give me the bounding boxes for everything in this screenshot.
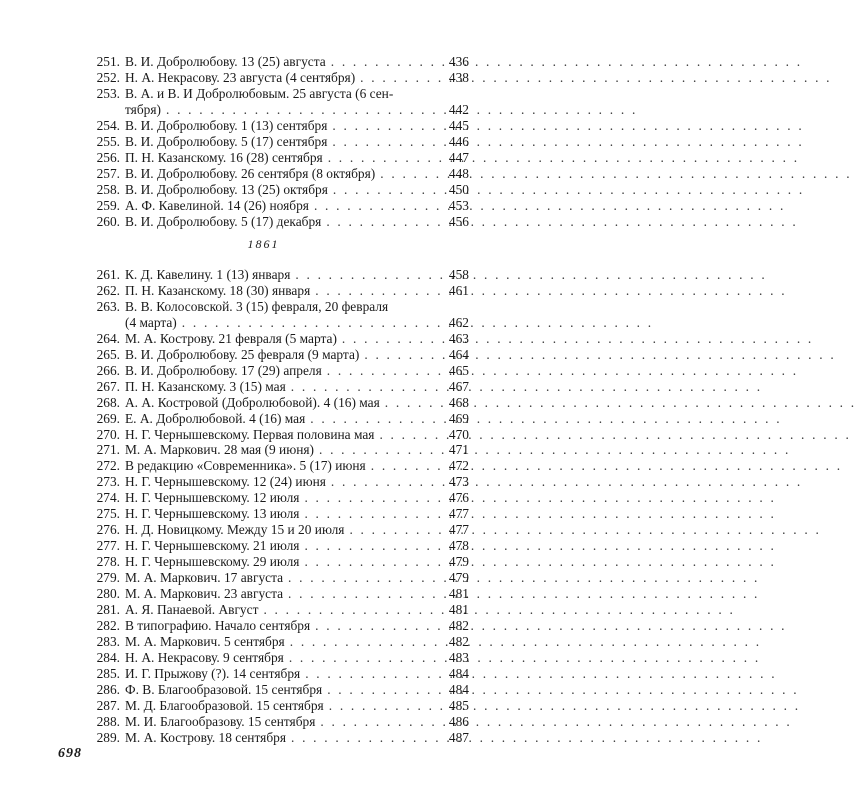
entry-number: 276.: [96, 522, 120, 538]
toc-entry: [88, 634, 469, 650]
toc-entry-line: [88, 379, 469, 395]
entry-title-continuation: тября): [125, 101, 161, 117]
entry-number: 274.: [96, 490, 120, 506]
entry-number: 270.: [96, 426, 120, 442]
entry-title: Н. Д. Новицкому. Между 15 и 20 июля: [125, 522, 345, 538]
dot-leader: [323, 150, 439, 166]
toc-entry: [88, 682, 469, 698]
toc-entry-line: [88, 395, 469, 411]
toc-entry-line: [88, 666, 469, 682]
entry-title: П. Н. Казанскому. 16 (28) сентября: [125, 149, 323, 165]
dot-leader: [327, 118, 439, 134]
toc-entry: [88, 214, 469, 230]
entry-page: 463: [448, 330, 469, 346]
toc-entry-line: [88, 506, 469, 522]
dot-leader: [328, 182, 439, 198]
dot-leader: [258, 602, 439, 618]
toc-entry: [88, 618, 469, 634]
toc-entry-line: [88, 650, 469, 666]
toc-entry-line: [88, 411, 469, 427]
toc-entry-line: [88, 70, 469, 86]
toc-entry-line: [88, 586, 469, 602]
entry-title: Н. А. Некрасову. 23 августа (4 сентября): [125, 69, 356, 85]
dot-leader: [300, 666, 439, 682]
dot-leader: [327, 134, 439, 150]
entry-page: 481: [448, 602, 469, 618]
toc-entry: [88, 198, 469, 214]
entry-number: 260.: [96, 213, 120, 229]
entry-page: 484: [448, 681, 469, 697]
entry-title: В. И. Добролюбову. 5 (17) декабря: [125, 213, 322, 229]
dot-leader: [355, 70, 439, 86]
toc-entry: [88, 182, 469, 198]
toc-entry-line: [88, 86, 469, 102]
toc-entry-line: [88, 267, 469, 283]
entry-page: 470: [448, 426, 469, 442]
entry-page: 464: [448, 346, 469, 362]
entry-number: 259.: [96, 197, 120, 213]
toc-entry: [88, 54, 469, 70]
toc-entry-line: [88, 522, 469, 538]
entry-page: 465: [448, 362, 469, 378]
entry-number: 289.: [96, 729, 120, 745]
entry-page: 456: [448, 213, 469, 229]
entry-number: 275.: [96, 506, 120, 522]
entry-title: В типографию. Начало сентября: [125, 617, 311, 633]
entry-number: 284.: [96, 649, 120, 665]
dot-leader: [283, 586, 439, 602]
entry-number: 272.: [96, 458, 120, 474]
toc-entry-line: [88, 363, 469, 379]
toc-entry-line: [88, 602, 469, 618]
entry-number: 283.: [96, 633, 120, 649]
entry-page: 476: [448, 490, 469, 506]
entry-number: 251.: [96, 54, 120, 69]
entry-page: 462: [448, 314, 469, 330]
toc-entry-line: [88, 331, 469, 347]
toc-entry: [88, 698, 469, 714]
toc-entry-line: [88, 54, 469, 70]
dot-leader: [290, 267, 439, 283]
entry-page: 472: [448, 458, 469, 474]
toc-entry: [88, 395, 469, 411]
entry-title: Н. Г. Чернышевскому. 21 июля: [125, 538, 300, 554]
dot-leader: [299, 506, 439, 522]
toc-entry-line: [88, 166, 469, 182]
entry-title: В. И. Добролюбову. 25 февраля (9 марта): [125, 346, 360, 362]
entry-title: Ф. В. Благообразовой. 15 сентября: [125, 681, 323, 697]
entry-number: 282.: [96, 617, 120, 633]
entry-title: В. И. Добролюбову. 26 сентября (8 октября): [125, 165, 376, 181]
entry-number: 287.: [96, 697, 120, 713]
entry-title: В редакцию «Современника». 5 (17) июня: [125, 458, 366, 474]
dot-leader: [344, 522, 439, 538]
entry-title: П. Н. Казанскому. 18 (30) января: [125, 282, 311, 298]
entry-title: В. А. и В. И Добролюбовым. 25 августа (6 сен-: [125, 85, 394, 101]
toc-entry: [88, 331, 469, 347]
dot-leader: [299, 490, 439, 506]
entry-page: 442: [448, 101, 469, 117]
entry-title: В. И. Добролюбову. 1 (13) сентября: [125, 117, 328, 133]
toc-entry: [88, 538, 469, 554]
toc-entry-line: [88, 182, 469, 198]
entry-title: К. Д. Кавелину. 1 (13) января: [125, 267, 291, 282]
entry-title: Е. А. Добролюбовой. 4 (16) мая: [125, 410, 306, 426]
entry-title: М. А. Кострову. 18 сентября: [125, 729, 286, 745]
toc-entry-line: [88, 118, 469, 134]
entry-number: 266.: [96, 362, 120, 378]
entry-number: 263.: [96, 298, 120, 314]
entry-number: 254.: [96, 117, 120, 133]
dot-leader: [314, 442, 439, 458]
dot-leader: [326, 54, 439, 70]
dot-leader: [161, 102, 439, 118]
entry-page: 450: [448, 181, 469, 197]
entry-number: 267.: [96, 378, 120, 394]
entry-number: 271.: [96, 442, 120, 458]
toc-entry: [88, 86, 469, 118]
dot-leader: [322, 682, 439, 698]
toc-entry: [88, 411, 469, 427]
entry-title: И. Г. Прыжову (?). 14 сентября: [125, 665, 301, 681]
toc-entry: [88, 490, 469, 506]
entry-page: 485: [448, 697, 469, 713]
dot-leader: [375, 166, 439, 182]
entry-page: 468: [448, 394, 469, 410]
entry-number: 268.: [96, 394, 120, 410]
entry-title: В. В. Колосовской. 3 (15) февраля, 20 февраля: [125, 298, 389, 314]
toc-entry-line: [88, 198, 469, 214]
toc-entry: [88, 522, 469, 538]
toc-entry-line: [88, 714, 469, 730]
entry-title: М. А. Кострову. 21 февраля (5 марта): [125, 330, 337, 346]
dot-leader: [374, 427, 439, 443]
dot-leader: [286, 379, 439, 395]
dot-leader: [321, 214, 439, 230]
dot-leader: [337, 331, 439, 347]
dot-leader: [299, 554, 439, 570]
toc-entry: [88, 730, 469, 746]
dot-leader: [310, 618, 439, 634]
entry-number: 253.: [96, 85, 120, 101]
entry-title: М. А. Маркович. 17 августа: [125, 570, 284, 586]
entry-title: М. И. Благообразову. 15 сентября: [125, 713, 316, 729]
entry-number: 273.: [96, 474, 120, 490]
entry-page: 478: [448, 538, 469, 554]
entry-title: Н. А. Некрасову. 9 сентября: [125, 649, 284, 665]
entry-number: 280.: [96, 586, 120, 602]
dot-leader: [322, 363, 439, 379]
entry-page: 479: [448, 554, 469, 570]
dot-leader: [285, 634, 439, 650]
entry-page: 487: [448, 729, 469, 745]
toc-entry: [88, 299, 469, 331]
entry-page: 436: [448, 54, 469, 69]
entry-page: 483: [448, 649, 469, 665]
dot-leader: [286, 730, 439, 746]
entry-page: 448: [448, 165, 469, 181]
entry-title: А. Ф. Кавелиной. 14 (26) ноября: [125, 197, 309, 213]
toc-entry: [88, 666, 469, 682]
toc-entry-line: [88, 150, 469, 166]
entry-number: 286.: [96, 681, 120, 697]
toc-entry-line: [88, 283, 469, 299]
toc-entry-line: [88, 570, 469, 586]
toc-entry-continuation: [88, 102, 469, 118]
entry-page: 484: [448, 665, 469, 681]
toc-entry-line: [88, 474, 469, 490]
year-heading: 1861: [247, 237, 280, 251]
entry-page: 486: [448, 713, 469, 729]
dot-leader: [284, 650, 439, 666]
toc-entry: [88, 602, 469, 618]
entry-title: А. А. Костровой (Добролюбовой). 4 (16) мая: [125, 394, 380, 410]
entry-title: В. И. Добролюбову. 17 (29) апреля: [125, 362, 322, 378]
toc-entry: [88, 427, 469, 443]
entry-title: М. А. Маркович. 28 мая (9 июня): [125, 442, 314, 458]
dot-leader: [305, 411, 439, 427]
toc-entry: [88, 267, 469, 283]
entry-page: 467: [448, 378, 469, 394]
entry-number: 258.: [96, 181, 120, 197]
entry-title: Н. Г. Чернышевскому. 13 июля: [125, 506, 300, 522]
toc-entry-line: [88, 347, 469, 363]
entry-title: Н. Г. Чернышевскому. 12 июля: [125, 490, 300, 506]
entry-title: Н. Г. Чернышевскому. 12 (24) июня: [125, 474, 326, 490]
entry-title: Н. Г. Чернышевскому. Первая половина мая: [125, 426, 375, 442]
entry-title: А. Я. Панаевой. Август: [125, 602, 259, 618]
entry-page: 471: [448, 442, 469, 458]
toc-entry: [88, 347, 469, 363]
entry-page: 473: [448, 474, 469, 490]
toc-entry: [88, 458, 469, 474]
dot-leader: [177, 315, 439, 331]
toc-entry: [88, 570, 469, 586]
entry-page: 447: [448, 149, 469, 165]
entry-number: 252.: [96, 69, 120, 85]
entry-number: 269.: [96, 410, 120, 426]
entry-title: В. И. Добролюбову. 5 (17) сентября: [125, 133, 328, 149]
toc-entry: [88, 474, 469, 490]
toc-entry: [88, 714, 469, 730]
entry-page: 481: [448, 586, 469, 602]
toc-section-1861: [88, 267, 469, 746]
toc-entry: [88, 363, 469, 379]
entry-number: 279.: [96, 570, 120, 586]
entry-page: 482: [448, 633, 469, 649]
toc-entry: [88, 70, 469, 86]
entry-page: 461: [448, 282, 469, 298]
dot-leader: [380, 395, 439, 411]
toc-entry-line: [88, 618, 469, 634]
toc-entry: [88, 554, 469, 570]
toc-entry: [88, 650, 469, 666]
entry-title: М. Д. Благообразовой. 15 сентября: [125, 697, 324, 713]
entry-page: 458: [448, 267, 469, 282]
entry-title: М. А. Маркович. 5 сентября: [125, 633, 285, 649]
toc-entry-line: [88, 554, 469, 570]
toc-entry-line: [88, 490, 469, 506]
toc-entry: [88, 150, 469, 166]
entry-number: 285.: [96, 665, 120, 681]
dot-leader: [326, 474, 439, 490]
entry-number: 262.: [96, 282, 120, 298]
toc-entry-line: [88, 698, 469, 714]
dot-leader: [299, 538, 439, 554]
toc-entry-line: [88, 442, 469, 458]
toc-entry: [88, 118, 469, 134]
dot-leader: [310, 283, 439, 299]
dot-leader: [359, 347, 439, 363]
entry-page: 479: [448, 570, 469, 586]
toc-entry-line: [88, 134, 469, 150]
entry-page: 482: [448, 617, 469, 633]
toc-entry-line: [88, 538, 469, 554]
dot-leader: [283, 570, 439, 586]
entry-number: 281.: [96, 602, 120, 618]
toc-entry: [88, 379, 469, 395]
entry-title: Н. Г. Чернышевскому. 29 июля: [125, 554, 300, 570]
entry-page: 438: [448, 69, 469, 85]
toc-entry-line: [88, 299, 469, 315]
entry-title-continuation: (4 марта): [125, 314, 177, 330]
toc-entry: [88, 506, 469, 522]
entry-number: 277.: [96, 538, 120, 554]
entry-page: 445: [448, 117, 469, 133]
entry-number: 257.: [96, 165, 120, 181]
entry-page: 453: [448, 197, 469, 213]
toc-entry: [88, 166, 469, 182]
dot-leader: [315, 714, 439, 730]
entry-number: 288.: [96, 713, 120, 729]
toc-entry-line: [88, 682, 469, 698]
toc-section-1860: [88, 54, 469, 229]
entry-number: 265.: [96, 346, 120, 362]
entry-number: 278.: [96, 554, 120, 570]
toc-entry: [88, 134, 469, 150]
toc-entry-line: [88, 730, 469, 746]
entry-page: 446: [448, 133, 469, 149]
entry-number: 264.: [96, 330, 120, 346]
entry-number: 255.: [96, 133, 120, 149]
page-number: 698: [58, 746, 82, 761]
toc-entry-line: [88, 214, 469, 230]
entry-page: 477: [448, 522, 469, 538]
entry-title: В. И. Добролюбову. 13 (25) августа: [125, 54, 326, 69]
entry-page: 477: [448, 506, 469, 522]
dot-leader: [366, 458, 439, 474]
dot-leader: [309, 198, 439, 214]
entry-page: 469: [448, 410, 469, 426]
dot-leader: [324, 698, 439, 714]
entry-number: 256.: [96, 149, 120, 165]
entry-title: М. А. Маркович. 23 августа: [125, 586, 284, 602]
toc-entry: [88, 442, 469, 458]
entry-title: В. И. Добролюбову. 13 (25) октября: [125, 181, 328, 197]
entry-number: 261.: [96, 267, 120, 282]
entry-title: П. Н. Казанскому. 3 (15) мая: [125, 378, 286, 394]
toc-entry: [88, 586, 469, 602]
toc-entry: [88, 283, 469, 299]
toc-entry-continuation: [88, 315, 469, 331]
toc-entry-line: [88, 458, 469, 474]
toc-entry-line: [88, 427, 469, 443]
toc-entry-line: [88, 634, 469, 650]
